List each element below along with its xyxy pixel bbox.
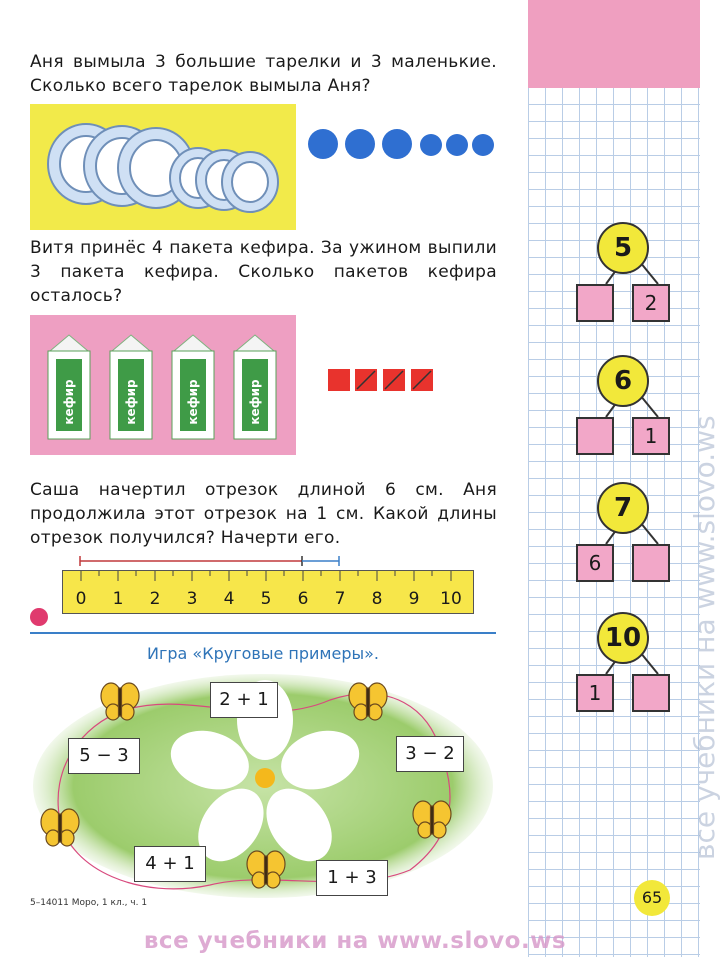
plates-icon <box>30 104 296 230</box>
problem-segment-text: Саша начертил отрезок длиной 6 см. Аня продолжила этот отрезок на 1 см. Какой длины отрезок получился? Начерти его. <box>30 480 497 548</box>
house-right-box[interactable]: 1 <box>632 417 670 455</box>
ruler-tick-label: 1 <box>112 589 124 609</box>
ruler-tick-label: 2 <box>149 589 161 609</box>
house-right-box[interactable] <box>632 544 670 582</box>
drawn-segment <box>62 550 474 572</box>
house-top-number: 6 <box>597 355 649 407</box>
plates-illustration <box>30 104 296 230</box>
problem-plates-text: Аня вымыла 3 большие тарелки и 3 маленькие. Сколько всего тарелок вымыла Аня? <box>30 52 497 96</box>
example-card[interactable]: 3 − 2 <box>396 736 464 772</box>
example-card[interactable]: 2 + 1 <box>210 682 278 718</box>
crossed-squares <box>355 369 439 391</box>
grid-sidebar <box>528 0 721 957</box>
kefir-carton <box>230 335 280 441</box>
side-watermark: все учебники на www.slovo.ws <box>688 415 721 860</box>
ruler-tick-label: 8 <box>371 589 383 609</box>
number-house <box>576 222 686 322</box>
ruler-tick-label: 9 <box>408 589 420 609</box>
small-dot <box>420 134 442 156</box>
game-illustration <box>30 670 496 902</box>
house-right-box[interactable] <box>632 674 670 712</box>
example-card[interactable]: 5 − 3 <box>68 738 140 774</box>
house-top-number: 7 <box>597 482 649 534</box>
small-dot <box>472 134 494 156</box>
house-top-number: 5 <box>597 222 649 274</box>
section-marker-icon <box>30 608 48 626</box>
number-house <box>576 612 686 712</box>
number-house <box>576 355 686 455</box>
ruler-tick-label: 10 <box>440 589 462 609</box>
ruler-tick-label: 3 <box>186 589 198 609</box>
ruler <box>62 570 474 614</box>
imprint: 5–14011 Моро, 1 кл., ч. 1 <box>30 898 148 908</box>
ruler-tick-label: 7 <box>334 589 346 609</box>
number-house <box>576 482 686 582</box>
house-top-number: 10 <box>597 612 649 664</box>
house-left-box[interactable]: 1 <box>576 674 614 712</box>
kefir-carton <box>106 335 156 441</box>
kefir-label: кефир <box>124 379 138 425</box>
house-left-box[interactable] <box>576 284 614 322</box>
problem-kefir-text: Витя принёс 4 пакета кефира. За ужином выпили 3 пакета кефира. Сколько пакетов кефира осталось? <box>30 238 497 306</box>
house-left-box[interactable]: 6 <box>576 544 614 582</box>
kefir-carton <box>44 335 94 441</box>
kefir-carton <box>168 335 218 441</box>
game-title: Игра «Круговые примеры». <box>147 644 379 663</box>
small-dot <box>446 134 468 156</box>
kefir-label: кефир <box>248 379 262 425</box>
red-square <box>328 369 350 391</box>
big-dot <box>345 129 375 159</box>
ruler-tick-label: 0 <box>75 589 87 609</box>
kefir-label: кефир <box>62 379 76 425</box>
example-card[interactable]: 1 + 3 <box>316 860 388 896</box>
sidebar-pink-header <box>528 0 700 88</box>
big-dot <box>308 129 338 159</box>
ruler-tick-label: 6 <box>297 589 309 609</box>
house-left-box[interactable] <box>576 417 614 455</box>
ruler-tick-label: 4 <box>223 589 235 609</box>
kefir-illustration <box>30 315 296 455</box>
big-dot <box>382 129 412 159</box>
house-right-box[interactable]: 2 <box>632 284 670 322</box>
example-card[interactable]: 4 + 1 <box>134 846 206 882</box>
ruler-tick-label: 5 <box>260 589 272 609</box>
section-divider <box>30 632 496 634</box>
kefir-label: кефир <box>186 379 200 425</box>
page-number: 65 <box>634 880 670 916</box>
bottom-watermark: все учебники на www.slovo.ws <box>143 928 567 954</box>
